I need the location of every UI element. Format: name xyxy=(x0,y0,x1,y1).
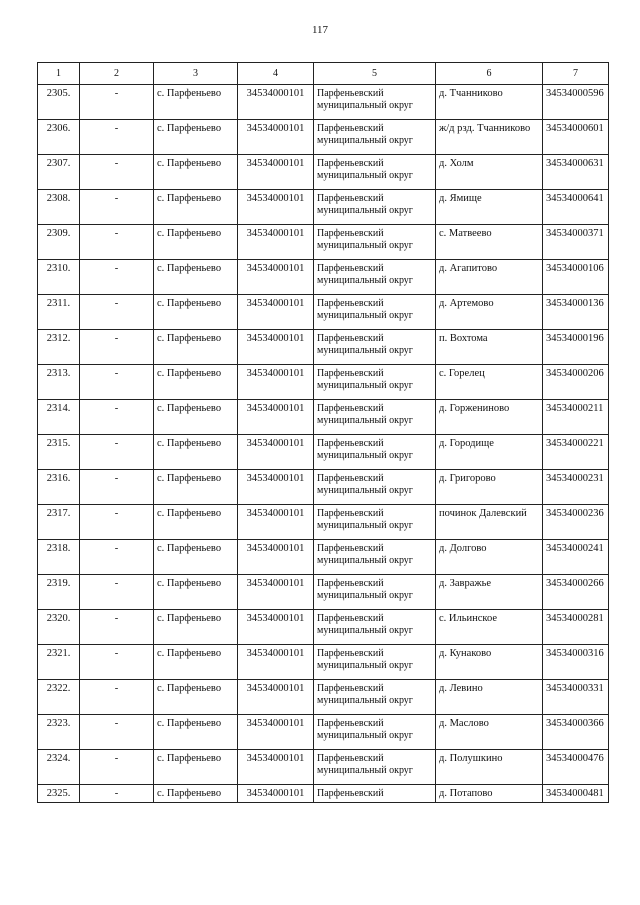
cell-locality-code: 34534000241 xyxy=(543,540,609,575)
cell-locality: д. Тчанниково xyxy=(436,85,543,120)
cell-locality-code: 34534000601 xyxy=(543,120,609,155)
cell-col2: - xyxy=(80,190,154,225)
municipality-line-1: Парфеньевский xyxy=(317,613,384,624)
municipality-line-2: муниципальный округ xyxy=(317,555,413,566)
municipality-line-2: муниципальный округ xyxy=(317,275,413,286)
municipality-line-1: Парфеньевский xyxy=(317,438,384,449)
municipality-line-2: муниципальный округ xyxy=(317,485,413,496)
cell-locality-code: 34534000366 xyxy=(543,715,609,750)
cell-locality: д. Завражье xyxy=(436,575,543,610)
cell-settlement: с. Парфеньево xyxy=(154,190,238,225)
cell-locality-code: 34534000211 xyxy=(543,400,609,435)
cell-locality: починок Далевский xyxy=(436,505,543,540)
table-row xyxy=(38,785,609,803)
cell-oktmo-code: 34534000101 xyxy=(238,435,314,470)
cell-locality: д. Городище xyxy=(436,435,543,470)
municipality-line-1: Парфеньевский xyxy=(317,648,384,659)
cell-locality: д. Агапитово xyxy=(436,260,543,295)
cell-locality-code: 34534000136 xyxy=(543,295,609,330)
municipality-line-2: муниципальный округ xyxy=(317,100,413,111)
municipality-line-2: муниципальный округ xyxy=(317,240,413,251)
table-row xyxy=(38,575,609,610)
cell-locality-code: 34534000596 xyxy=(543,85,609,120)
cell-settlement: с. Парфеньево xyxy=(154,155,238,190)
cell-col2: - xyxy=(80,295,154,330)
municipality-line-1: Парфеньевский xyxy=(317,298,384,309)
table-row xyxy=(38,645,609,680)
column-number-row xyxy=(38,63,609,85)
cell-col2: - xyxy=(80,260,154,295)
cell-col2: - xyxy=(80,400,154,435)
municipality-line-1: Парфеньевский xyxy=(317,403,384,414)
cell-col2: - xyxy=(80,365,154,400)
cell-col2: - xyxy=(80,575,154,610)
column-number: 2 xyxy=(80,63,154,85)
row-number: 2307. xyxy=(38,155,80,190)
cell-locality-code: 34534000266 xyxy=(543,575,609,610)
cell-locality-code: 34534000236 xyxy=(543,505,609,540)
cell-locality: д. Долгово xyxy=(436,540,543,575)
cell-locality: д. Горжениново xyxy=(436,400,543,435)
municipality-line-2: муниципальный округ xyxy=(317,345,413,356)
row-number: 2306. xyxy=(38,120,80,155)
cell-settlement: с. Парфеньево xyxy=(154,435,238,470)
page-number: 117 xyxy=(311,24,329,36)
cell-settlement: с. Парфеньево xyxy=(154,260,238,295)
cell-col2: - xyxy=(80,225,154,260)
cell-locality: д. Полушкино xyxy=(436,750,543,785)
municipality-line-2: муниципальный округ xyxy=(317,765,413,776)
municipality-line-2: муниципальный округ xyxy=(317,170,413,181)
cell-settlement: с. Парфеньево xyxy=(154,715,238,750)
cell-municipality xyxy=(314,470,436,505)
cell-locality-code: 34534000281 xyxy=(543,610,609,645)
municipality-line-1: Парфеньевский xyxy=(317,88,384,99)
cell-oktmo-code: 34534000101 xyxy=(238,785,314,803)
cell-locality-code: 34534000641 xyxy=(543,190,609,225)
cell-municipality xyxy=(314,260,436,295)
municipality-line-1: Парфеньевский xyxy=(317,263,384,274)
cell-col2: - xyxy=(80,540,154,575)
municipality-line-1: Парфеньевский xyxy=(317,368,384,379)
cell-municipality xyxy=(314,610,436,645)
cell-settlement: с. Парфеньево xyxy=(154,85,238,120)
table-row xyxy=(38,470,609,505)
cell-settlement: с. Парфеньево xyxy=(154,610,238,645)
row-number: 2312. xyxy=(38,330,80,365)
cell-oktmo-code: 34534000101 xyxy=(238,645,314,680)
cell-locality: д. Кунаково xyxy=(436,645,543,680)
cell-municipality xyxy=(314,540,436,575)
row-number: 2314. xyxy=(38,400,80,435)
cell-settlement: с. Парфеньево xyxy=(154,400,238,435)
municipality-line-2: муниципальный округ xyxy=(317,660,413,671)
municipality-line-2: муниципальный округ xyxy=(317,590,413,601)
cell-municipality xyxy=(314,575,436,610)
table-row xyxy=(38,260,609,295)
row-number: 2305. xyxy=(38,85,80,120)
cell-locality-code: 34534000631 xyxy=(543,155,609,190)
cell-settlement: с. Парфеньево xyxy=(154,540,238,575)
cell-municipality xyxy=(314,190,436,225)
cell-oktmo-code: 34534000101 xyxy=(238,680,314,715)
cell-locality: с. Ильинское xyxy=(436,610,543,645)
table-row xyxy=(38,610,609,645)
cell-settlement: с. Парфеньево xyxy=(154,645,238,680)
municipality-line-2: муниципальный округ xyxy=(317,730,413,741)
cell-locality-code: 34534000206 xyxy=(543,365,609,400)
cell-oktmo-code: 34534000101 xyxy=(238,715,314,750)
cell-oktmo-code: 34534000101 xyxy=(238,260,314,295)
row-number: 2316. xyxy=(38,470,80,505)
municipality-line-2: муниципальный округ xyxy=(317,310,413,321)
cell-settlement: с. Парфеньево xyxy=(154,365,238,400)
table-row xyxy=(38,435,609,470)
registry-table xyxy=(37,62,609,803)
cell-locality-code: 34534000476 xyxy=(543,750,609,785)
column-number: 6 xyxy=(436,63,543,85)
cell-locality-code: 34534000316 xyxy=(543,645,609,680)
cell-locality: д. Холм xyxy=(436,155,543,190)
column-number: 5 xyxy=(314,63,436,85)
cell-locality: д. Ямище xyxy=(436,190,543,225)
row-number: 2311. xyxy=(38,295,80,330)
row-number: 2308. xyxy=(38,190,80,225)
cell-col2: - xyxy=(80,715,154,750)
cell-locality: д. Левино xyxy=(436,680,543,715)
cell-oktmo-code: 34534000101 xyxy=(238,190,314,225)
cell-col2: - xyxy=(80,85,154,120)
municipality-line-1: Парфеньевский xyxy=(317,788,384,799)
cell-settlement: с. Парфеньево xyxy=(154,295,238,330)
cell-col2: - xyxy=(80,155,154,190)
municipality-line-2: муниципальный округ xyxy=(317,205,413,216)
municipality-line-2: муниципальный округ xyxy=(317,415,413,426)
cell-settlement: с. Парфеньево xyxy=(154,225,238,260)
cell-municipality xyxy=(314,155,436,190)
municipality-line-2: муниципальный округ xyxy=(317,520,413,531)
cell-settlement: с. Парфеньево xyxy=(154,330,238,365)
row-number: 2323. xyxy=(38,715,80,750)
table-row xyxy=(38,750,609,785)
cell-municipality xyxy=(314,330,436,365)
cell-locality-code: 34534000331 xyxy=(543,680,609,715)
cell-locality-code: 34534000481 xyxy=(543,785,609,803)
cell-locality-code: 34534000106 xyxy=(543,260,609,295)
row-number: 2325. xyxy=(38,785,80,803)
cell-col2: - xyxy=(80,505,154,540)
table-row xyxy=(38,295,609,330)
cell-settlement: с. Парфеньево xyxy=(154,750,238,785)
cell-municipality xyxy=(314,505,436,540)
table-row xyxy=(38,680,609,715)
cell-oktmo-code: 34534000101 xyxy=(238,540,314,575)
registry-table-body xyxy=(38,63,609,803)
cell-settlement: с. Парфеньево xyxy=(154,680,238,715)
table-row xyxy=(38,330,609,365)
table-row xyxy=(38,715,609,750)
cell-municipality xyxy=(314,400,436,435)
row-number: 2310. xyxy=(38,260,80,295)
cell-oktmo-code: 34534000101 xyxy=(238,750,314,785)
cell-oktmo-code: 34534000101 xyxy=(238,505,314,540)
municipality-line-2: муниципальный округ xyxy=(317,695,413,706)
cell-locality: п. Вохтома xyxy=(436,330,543,365)
table-row xyxy=(38,190,609,225)
cell-locality-code: 34534000371 xyxy=(543,225,609,260)
cell-oktmo-code: 34534000101 xyxy=(238,365,314,400)
cell-oktmo-code: 34534000101 xyxy=(238,120,314,155)
cell-locality-code: 34534000221 xyxy=(543,435,609,470)
cell-oktmo-code: 34534000101 xyxy=(238,330,314,365)
cell-municipality xyxy=(314,435,436,470)
cell-municipality xyxy=(314,85,436,120)
cell-municipality xyxy=(314,645,436,680)
municipality-line-2: муниципальный округ xyxy=(317,135,413,146)
cell-col2: - xyxy=(80,750,154,785)
row-number: 2313. xyxy=(38,365,80,400)
table-row xyxy=(38,400,609,435)
cell-municipality xyxy=(314,785,436,803)
cell-col2: - xyxy=(80,330,154,365)
municipality-line-2: муниципальный округ xyxy=(317,450,413,461)
cell-col2: - xyxy=(80,785,154,803)
cell-locality: д. Маслово xyxy=(436,715,543,750)
cell-locality: д. Григорово xyxy=(436,470,543,505)
cell-oktmo-code: 34534000101 xyxy=(238,155,314,190)
cell-oktmo-code: 34534000101 xyxy=(238,575,314,610)
municipality-line-1: Парфеньевский xyxy=(317,508,384,519)
cell-oktmo-code: 34534000101 xyxy=(238,610,314,645)
row-number: 2309. xyxy=(38,225,80,260)
cell-oktmo-code: 34534000101 xyxy=(238,85,314,120)
municipality-line-2: муниципальный округ xyxy=(317,625,413,636)
cell-settlement: с. Парфеньево xyxy=(154,575,238,610)
row-number: 2320. xyxy=(38,610,80,645)
table-row xyxy=(38,85,609,120)
cell-locality-code: 34534000196 xyxy=(543,330,609,365)
cell-locality-code: 34534000231 xyxy=(543,470,609,505)
cell-municipality xyxy=(314,295,436,330)
table-row xyxy=(38,120,609,155)
table-row xyxy=(38,505,609,540)
cell-locality: с. Матвеево xyxy=(436,225,543,260)
row-number: 2322. xyxy=(38,680,80,715)
cell-oktmo-code: 34534000101 xyxy=(238,400,314,435)
cell-oktmo-code: 34534000101 xyxy=(238,225,314,260)
municipality-line-1: Парфеньевский xyxy=(317,543,384,554)
municipality-line-1: Парфеньевский xyxy=(317,578,384,589)
cell-oktmo-code: 34534000101 xyxy=(238,295,314,330)
table-row xyxy=(38,225,609,260)
row-number: 2318. xyxy=(38,540,80,575)
cell-municipality xyxy=(314,750,436,785)
column-number: 3 xyxy=(154,63,238,85)
municipality-line-1: Парфеньевский xyxy=(317,158,384,169)
cell-municipality xyxy=(314,225,436,260)
municipality-line-1: Парфеньевский xyxy=(317,473,384,484)
cell-locality: с. Горелец xyxy=(436,365,543,400)
table-row xyxy=(38,155,609,190)
cell-municipality xyxy=(314,715,436,750)
cell-settlement: с. Парфеньево xyxy=(154,785,238,803)
table-row xyxy=(38,365,609,400)
municipality-line-1: Парфеньевский xyxy=(317,123,384,134)
row-number: 2319. xyxy=(38,575,80,610)
municipality-line-1: Парфеньевский xyxy=(317,193,384,204)
row-number: 2321. xyxy=(38,645,80,680)
cell-settlement: с. Парфеньево xyxy=(154,120,238,155)
cell-municipality xyxy=(314,680,436,715)
cell-locality: д. Артемово xyxy=(436,295,543,330)
cell-municipality xyxy=(314,120,436,155)
cell-settlement: с. Парфеньево xyxy=(154,470,238,505)
row-number: 2317. xyxy=(38,505,80,540)
column-number: 7 xyxy=(543,63,609,85)
municipality-line-1: Парфеньевский xyxy=(317,683,384,694)
row-number: 2315. xyxy=(38,435,80,470)
municipality-line-1: Парфеньевский xyxy=(317,753,384,764)
cell-col2: - xyxy=(80,645,154,680)
row-number: 2324. xyxy=(38,750,80,785)
municipality-line-1: Парфеньевский xyxy=(317,333,384,344)
cell-oktmo-code: 34534000101 xyxy=(238,470,314,505)
cell-locality: д. Потапово xyxy=(436,785,543,803)
table-row xyxy=(38,540,609,575)
cell-settlement: с. Парфеньево xyxy=(154,505,238,540)
cell-col2: - xyxy=(80,120,154,155)
column-number: 1 xyxy=(38,63,80,85)
municipality-line-2: муниципальный округ xyxy=(317,380,413,391)
municipality-line-1: Парфеньевский xyxy=(317,228,384,239)
cell-municipality xyxy=(314,365,436,400)
column-number: 4 xyxy=(238,63,314,85)
municipality-line-1: Парфеньевский xyxy=(317,718,384,729)
cell-col2: - xyxy=(80,610,154,645)
cell-col2: - xyxy=(80,680,154,715)
cell-col2: - xyxy=(80,470,154,505)
cell-col2: - xyxy=(80,435,154,470)
cell-locality: ж/д рзд. Тчанниково xyxy=(436,120,543,155)
